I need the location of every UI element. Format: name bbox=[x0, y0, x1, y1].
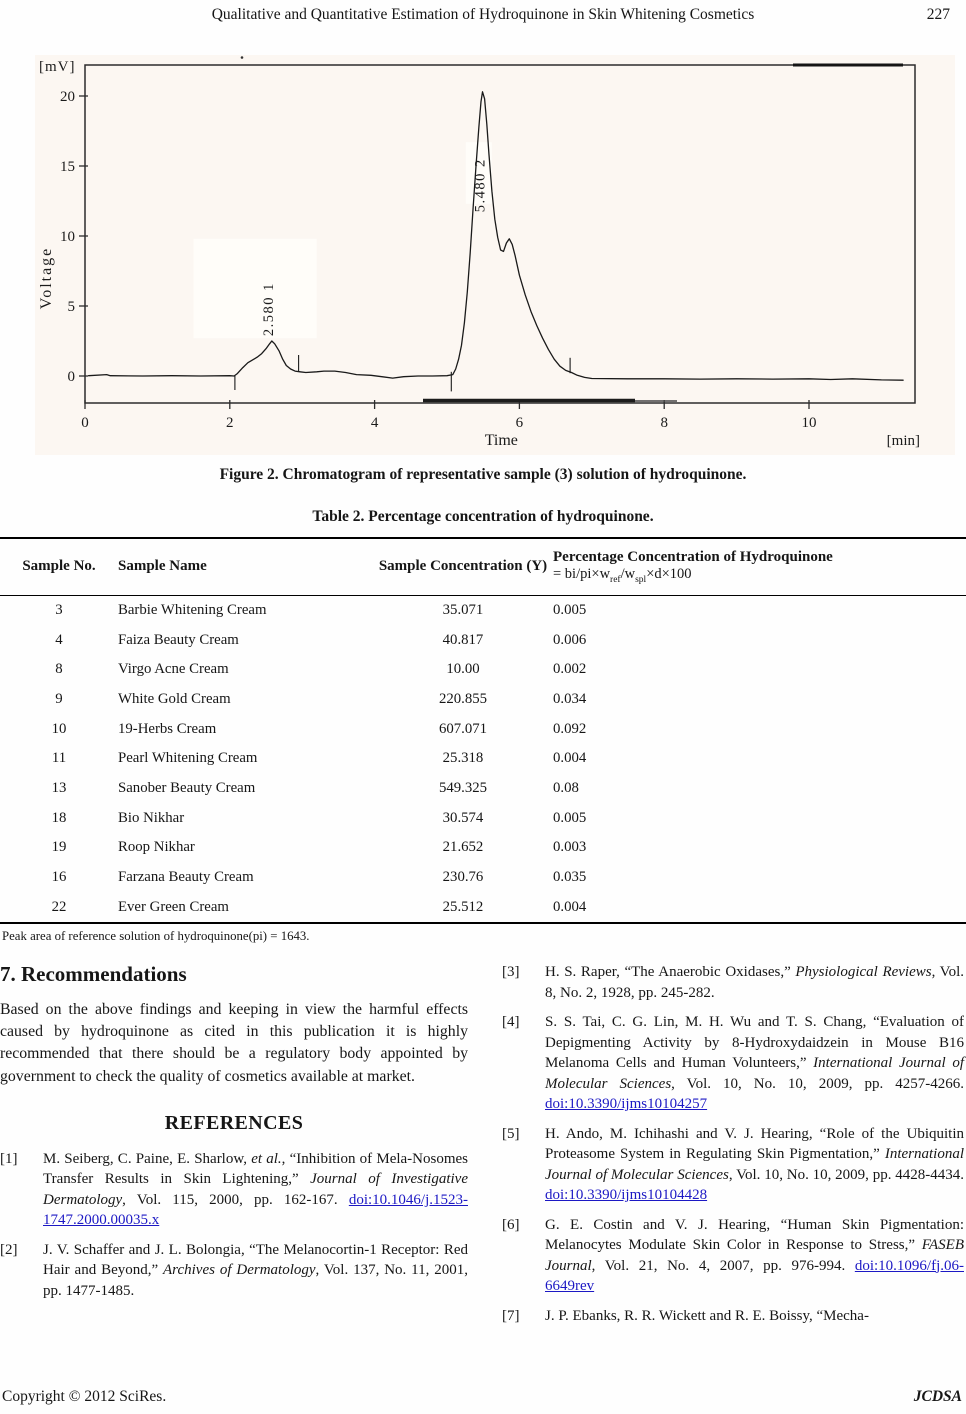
reference-text: , Vol. 137, No. 11, 2001, pp. 1477-1485. bbox=[43, 1262, 468, 1299]
recommendations-paragraph: Based on the above findings and keeping in view the harmful effects caused by hydroquinone as cited in this publication it is highly recommended that there should be a regulatory body appointed by government to check the quality of cosmetics available at market. bbox=[0, 1001, 468, 1085]
table-row bbox=[0, 803, 966, 833]
page-footer bbox=[0, 1388, 966, 1410]
table-row bbox=[0, 774, 966, 804]
col-header-title: Percentage Concentration of Hydroquinone bbox=[553, 548, 833, 565]
references-list-left bbox=[0, 1149, 468, 1302]
reference-item bbox=[502, 1124, 964, 1206]
cell-sample-concentration: 25.512 bbox=[442, 898, 484, 915]
reference-number: [2] bbox=[0, 1241, 18, 1258]
reference-text: , Vol. 21, No. 4, 2007, pp. 976-994. bbox=[591, 1257, 855, 1274]
reference-text: M. Seiberg, C. Paine, E. Sharlow, bbox=[43, 1150, 252, 1167]
reference-item bbox=[502, 962, 964, 1003]
table-row bbox=[0, 595, 966, 625]
reference-item bbox=[502, 1215, 964, 1297]
cell-sample-no: 8 bbox=[55, 661, 63, 678]
concentration-table bbox=[0, 537, 966, 924]
reference-text: ×d×100 bbox=[646, 565, 692, 582]
reference-number: [1] bbox=[0, 1150, 18, 1167]
table-caption: Table 2. Percentage concentration of hydroquinone. bbox=[312, 508, 654, 525]
cell-sample-concentration: 607.071 bbox=[438, 720, 488, 737]
cell-sample-no: 10 bbox=[51, 720, 67, 737]
reference-number: [6] bbox=[502, 1216, 520, 1233]
x-tick-label: 0 bbox=[81, 415, 89, 431]
journal-name: Physiological Reviews bbox=[795, 964, 932, 980]
peak-label: 5.480 2 bbox=[472, 158, 489, 213]
cell-sample-no: 3 bbox=[55, 601, 63, 618]
running-title: Qualitative and Quantitative Estimation of Hydroquinone in Skin Whitening Cosmetics bbox=[211, 6, 755, 23]
x-tick-label: 10 bbox=[801, 415, 817, 431]
cell-percentage-concentration: 0.003 bbox=[553, 839, 587, 856]
copyright-notice: Copyright © 2012 SciRes. bbox=[2, 1388, 167, 1405]
cell-sample-no: 19 bbox=[51, 839, 67, 856]
cell-percentage-concentration: 0.002 bbox=[553, 661, 587, 678]
cell-sample-concentration: 220.855 bbox=[438, 690, 488, 707]
formula-subscript: ref bbox=[610, 574, 621, 585]
cell-sample-concentration: 549.325 bbox=[438, 779, 488, 796]
reference-text: J. P. Ebanks, R. R. Wickett and R. E. Boissy, “Mecha- bbox=[545, 1307, 869, 1324]
reference-text: , Vol. 115, 2000, pp. 162-167. bbox=[122, 1191, 349, 1208]
chromatogram-figure bbox=[35, 55, 955, 455]
section-heading-recommendations: 7. Recommendations bbox=[0, 962, 187, 986]
cell-sample-no: 4 bbox=[55, 631, 63, 648]
table-row bbox=[0, 625, 966, 655]
right-column bbox=[502, 962, 964, 1335]
chromatogram-svg bbox=[35, 55, 955, 453]
cell-percentage-concentration: 0.004 bbox=[553, 750, 587, 767]
cell-sample-concentration: 40.817 bbox=[442, 631, 484, 648]
reference-text: G. E. Costin and V. J. Hearing, “Human Skin Pigmentation: Melanocytes Modulate Skin Color in Response to Stress,” bbox=[545, 1216, 964, 1253]
plot-border bbox=[85, 65, 915, 403]
cell-sample-name: White Gold Cream bbox=[118, 690, 231, 707]
col-header-sample-no: Sample No. bbox=[22, 558, 96, 575]
x-axis-label: Time bbox=[484, 432, 518, 449]
col-header-percentage-concentration bbox=[553, 538, 966, 595]
cell-sample-name: Bio Nikhar bbox=[118, 809, 185, 826]
journal-name: FASEB Journal bbox=[545, 1237, 964, 1274]
cell-sample-concentration: 230.76 bbox=[442, 869, 484, 886]
reference-item bbox=[502, 1012, 964, 1115]
cell-percentage-concentration: 0.005 bbox=[553, 809, 587, 826]
doi-link[interactable]: doi:10.3390/ijms10104257 bbox=[545, 1096, 708, 1112]
cell-sample-no: 18 bbox=[51, 809, 67, 826]
y-tick-label: 0 bbox=[67, 369, 75, 385]
reference-item bbox=[0, 1149, 468, 1231]
cell-percentage-concentration: 0.005 bbox=[553, 601, 587, 618]
reference-number: [4] bbox=[502, 1014, 520, 1030]
cell-percentage-concentration: 0.006 bbox=[553, 631, 587, 648]
cell-percentage-concentration: 0.08 bbox=[553, 779, 579, 796]
cell-sample-concentration: 25.318 bbox=[442, 750, 484, 767]
references-list-right bbox=[502, 962, 964, 1326]
cell-sample-name: Roop Nikhar bbox=[118, 839, 195, 856]
reference-text: , Vol. 10, No. 10, 2009, pp. 4257-4266. bbox=[671, 1075, 964, 1092]
cell-sample-name: Barbie Whitening Cream bbox=[118, 601, 267, 618]
reference-text: /w bbox=[620, 565, 636, 582]
cell-percentage-concentration: 0.092 bbox=[553, 720, 587, 737]
reference-text: , “Inhibition of Mela-Nosomes Transfer Results in Skin Lightening,” bbox=[43, 1150, 469, 1188]
x-tick-label: 2 bbox=[226, 415, 234, 431]
cell-sample-concentration: 21.652 bbox=[442, 839, 484, 856]
reference-text: H. Ando, M. Ichihashi and V. J. Hearing, “Role of the Ubiquitin Proteasome System in Regulating Skin Pigmentation,” bbox=[545, 1125, 964, 1162]
reference-text: H. S. Raper, “The Anaerobic Oxidases,” bbox=[545, 964, 796, 980]
journal-name: International Journal of Molecular Sciences bbox=[545, 1146, 964, 1183]
table-row bbox=[0, 892, 966, 923]
journal-abbreviation: JCDSA bbox=[913, 1388, 962, 1405]
page-header bbox=[0, 6, 966, 30]
cell-sample-name: Faiza Beauty Cream bbox=[118, 631, 239, 648]
scan-dot bbox=[241, 56, 244, 59]
table-row bbox=[0, 714, 966, 744]
journal-name: Journal of Investigative Dermatology bbox=[43, 1171, 468, 1208]
cell-sample-no: 13 bbox=[51, 779, 67, 796]
table-header-row bbox=[0, 538, 966, 595]
x-tick-label: 6 bbox=[515, 415, 524, 431]
table-footnote: Peak area of reference solution of hydroquinone(pi) = 1643. bbox=[2, 929, 310, 943]
table-row bbox=[0, 655, 966, 685]
y-tick-label: 15 bbox=[60, 159, 75, 175]
scan-artifact-box bbox=[194, 239, 317, 338]
cell-sample-no: 9 bbox=[55, 690, 63, 707]
y-axis-unit: [mV] bbox=[39, 59, 76, 75]
cell-sample-concentration: 30.574 bbox=[442, 809, 484, 826]
percentage-formula bbox=[553, 566, 966, 585]
reference-text: = bi/pi×w bbox=[553, 565, 611, 582]
cell-sample-no: 22 bbox=[51, 898, 67, 915]
y-axis-label: Voltage bbox=[38, 246, 55, 310]
chromatogram-plot bbox=[35, 55, 955, 458]
cell-sample-concentration: 35.071 bbox=[442, 601, 484, 618]
cell-percentage-concentration: 0.035 bbox=[553, 869, 587, 886]
table-row bbox=[0, 863, 966, 893]
reference-number: [7] bbox=[502, 1307, 520, 1324]
left-column bbox=[0, 962, 468, 1310]
cell-sample-name: Farzana Beauty Cream bbox=[118, 869, 254, 886]
cell-percentage-concentration: 0.004 bbox=[553, 898, 587, 915]
cell-sample-name: 19-Herbs Cream bbox=[118, 720, 217, 737]
reference-text: , Vol. 10, No. 10, 2009, pp. 4428-4434. bbox=[728, 1166, 964, 1183]
cell-sample-no: 16 bbox=[51, 869, 67, 886]
col-header-sample-name: Sample Name bbox=[118, 558, 207, 575]
reference-number: [3] bbox=[502, 964, 520, 980]
reference-text: J. V. Schaffer and J. L. Bolongia, “The Melanocortin-1 Receptor: Red Hair and Beyond,” bbox=[43, 1241, 468, 1279]
references-heading: REFERENCES bbox=[164, 1111, 304, 1134]
reference-item bbox=[502, 1306, 964, 1327]
x-axis-unit: [min] bbox=[886, 433, 920, 449]
reference-text: , Vol. 8, No. 2, 1928, pp. 245-282. bbox=[545, 964, 965, 1001]
reference-number: [5] bbox=[502, 1125, 520, 1142]
doi-link[interactable]: doi:10.1046/j.1523-1747.2000.00035.x bbox=[43, 1191, 468, 1229]
doi-link[interactable]: doi:10.1096/fj.06-6649rev bbox=[545, 1257, 964, 1294]
cell-sample-name: Virgo Acne Cream bbox=[118, 661, 229, 678]
y-tick-label: 10 bbox=[60, 229, 75, 245]
journal-name: et al. bbox=[251, 1150, 282, 1167]
col-header-sample-concentration: Sample Concentration (Y) bbox=[378, 558, 548, 575]
peak-label: 2.580 1 bbox=[261, 282, 278, 337]
figure-caption: Figure 2. Chromatogram of representative sample (3) solution of hydroquinone. bbox=[219, 466, 747, 483]
page-number: 227 bbox=[926, 6, 950, 23]
cell-sample-concentration: 10.00 bbox=[446, 661, 480, 678]
cell-sample-name: Pearl Whitening Cream bbox=[118, 750, 258, 767]
cell-sample-no: 11 bbox=[51, 750, 67, 767]
journal-name: Archives of Dermatology bbox=[163, 1262, 316, 1279]
x-tick-label: 8 bbox=[660, 415, 668, 431]
cell-percentage-concentration: 0.034 bbox=[553, 690, 587, 707]
reference-text: S. S. Tai, C. G. Lin, M. H. Wu and T. S. Chang, “Evaluation of Depigmenting Activity by 8-Hydroxydaidzein in Mouse B16 Melanoma Cells and Human Volunteers,” bbox=[545, 1014, 964, 1071]
table-row bbox=[0, 833, 966, 863]
cell-sample-name: Ever Green Cream bbox=[118, 898, 229, 915]
journal-name: International Journal of Molecular Sciences bbox=[545, 1055, 964, 1092]
cell-sample-name: Sanober Beauty Cream bbox=[118, 779, 256, 796]
table-row bbox=[0, 744, 966, 774]
formula-subscript: spl bbox=[635, 574, 647, 585]
doi-link[interactable]: doi:10.3390/ijms10104428 bbox=[545, 1187, 708, 1203]
y-tick-label: 20 bbox=[60, 89, 75, 105]
x-tick-label: 4 bbox=[370, 415, 379, 431]
reference-item bbox=[0, 1240, 468, 1302]
table-row bbox=[0, 685, 966, 715]
y-tick-label: 5 bbox=[67, 299, 75, 315]
